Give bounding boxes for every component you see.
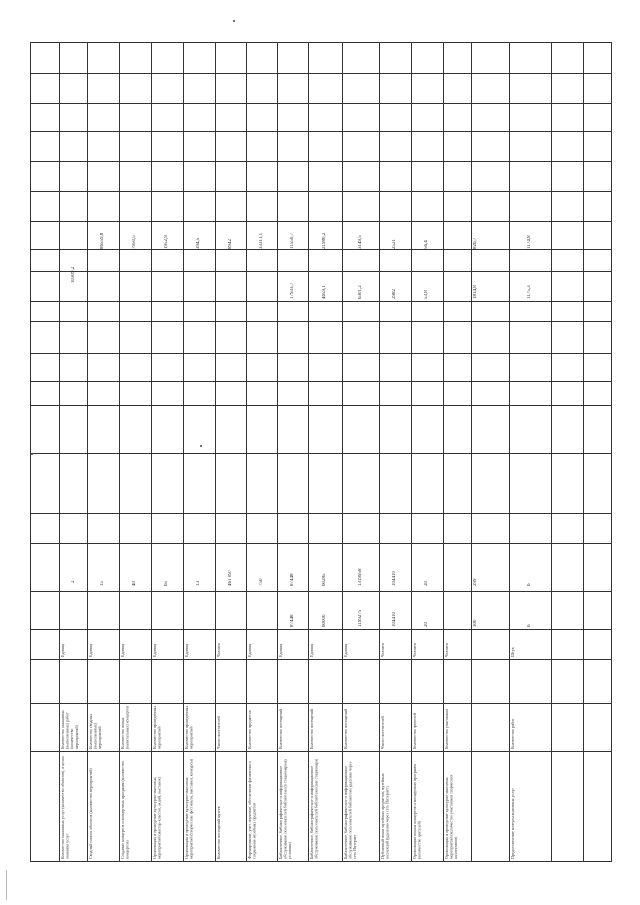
table-column-border [31,381,611,382]
row-plan-value: 1199275 [357,609,363,627]
row-actual-expense: 86559,8 [100,232,105,249]
row-unit: Человек [412,643,417,657]
table-column-border [31,103,611,104]
row-name: Формирование, учет, изучение, обеспечение физического сохранения музейных предметов [247,761,257,859]
row-unit-name: Количество участников [444,708,449,749]
table-column-border [31,353,611,354]
row-name: Организация и проведение культурно-массовых мероприятий (мастер-классов, акций, выставок) [152,776,162,859]
table-column-border [31,629,611,630]
row-actual-expense: 826,7 [473,237,478,249]
row-actual-value: 1319958 [357,568,363,586]
row-unit: Единиц [343,643,348,657]
table-column-border [31,191,611,192]
row-unit-name: Количество проведенных мероприятий [184,705,194,749]
header-measure: Количество оказанных услуг (количество объектов), в целях оказания услуг [60,756,70,859]
row-plan-expense: 17933,7 [289,282,295,299]
row-name: Библиотечное, библиографическое и информационное обслуживание пользователей библиотеки удаленно через сеть Интернет [343,761,358,859]
row-name: Библиотечное, библиографическое и информационное обслуживание пользователей библиотеки (вне стационара) [309,758,319,859]
table-column-border [31,453,611,454]
row-unit-name: Количество предметов [247,710,252,749]
table-row-border [583,43,584,861]
row-unit: Человек [444,643,449,657]
scan-speck [200,445,202,447]
header-unit-name: Количество оказанных (выполненных) работ (количество мероприятий) [60,710,79,749]
row-actual-expense: 7950,5 [132,235,137,249]
row-actual-expense: 3149,5 [357,235,363,249]
row-unit-name: Количество новых (капитальных) концертов [120,705,130,749]
row-plan-value: 20 [424,622,429,627]
page-edge-mark [6,870,7,900]
table-row-border [551,43,552,861]
row-actual-expense: 11550,7 [289,232,295,249]
row-name: Создание концертов и концертных программ (количество концертов) [120,761,130,859]
table-column-border [31,513,611,514]
row-actual-value: 104410 [392,571,397,586]
row-actual-expense: 33311,1 [258,232,264,249]
row-unit-name: Количество проведенных мероприятий [152,705,162,749]
row-plan-expense: 2982 [392,289,397,299]
row-unit: Человек [380,643,385,657]
row-plan-expense: 6301,2 [357,285,363,299]
row-unit-name: Количество сводных (выполненных) мероприятий [88,713,103,749]
row-plan-value: 104410 [392,612,397,627]
row-unit: Единиц [152,643,157,657]
row-actual-expense: 8942 [227,239,233,249]
row-plan-expense: 4659,1 [322,285,327,299]
row-name: Организация показа концертов и концертных программ (количество зрителей) [412,764,422,859]
row-actual-value: 299 [473,578,478,586]
row-actual-expense: 56,4 [424,240,429,249]
row-name: Библиотечное, библиографическое и информационное обслуживание пользователей библиотеки (в стационарных условиях) [278,758,293,859]
row-unit-name: Количество посещений [309,709,314,749]
rotated-data-table [30,42,612,862]
row-actual-expense: 2521 [392,239,397,249]
row-plan-value: 87448 [289,614,295,627]
table-column-border [31,221,611,222]
row-unit: Единиц [120,643,125,657]
row-unit-name: Число посетителей [216,716,221,749]
header-expense: 10309,2 [71,266,76,283]
table-column-border [31,271,611,272]
row-actual-expense: 21980,2 [322,232,327,249]
table-column-border [31,659,611,660]
row-actual-value: 15 [100,581,105,586]
row-name: Количество посещений музеев [216,806,221,859]
table-column-border [31,591,611,592]
row-unit: Единиц [278,643,283,657]
row-actual-value: 461 097 [227,569,233,586]
row-unit: Единиц [88,643,93,657]
row-actual-value: 13 [196,581,201,586]
row-unit: Человек [216,643,221,657]
table-column-border [31,73,611,74]
row-actual-value: 750 [258,578,264,586]
header-unit: Единиц [60,643,65,657]
row-actual-value: 6 [527,583,532,586]
row-actual-expense: 1952,9 [164,235,169,249]
scan-speck [233,20,235,22]
row-plan-expense: 53,8 [424,290,429,299]
table-column-border [31,703,611,704]
row-unit-name: Количество посещений [343,709,348,749]
row-unit: Единиц [184,643,189,657]
table-column-border [31,131,611,132]
row-actual-value: 65 [164,581,169,586]
scan-speck [31,453,33,455]
row-plan-value: 6 [527,624,532,627]
row-unit-name: Количество работ [510,718,515,749]
row-actual-value: 40 [132,581,137,586]
row-name: Публичный показ музейных предметов, музейных коллекций (удаленно через сеть Интернет) [380,773,390,859]
header-count: 2 [71,580,76,583]
row-name: Организация и проведение культурно-массовых мероприятий (количество участников творческих коллективов) [444,774,459,859]
row-unit-name: Число посетителей [380,716,385,749]
row-actual-value: 87448 [289,573,295,586]
table-column-border [31,301,611,302]
table-column-border [31,543,611,544]
row-plan-value: 60000 [322,614,327,627]
row-unit: Единиц [247,643,252,657]
row-unit-name: Количество зрителей [412,713,417,749]
row-name: Сводный список объектов (количество мероприятий) [88,768,93,859]
row-plan-expense: 1175,3 [527,285,532,299]
row-actual-value: 20 [424,581,429,586]
row-name: Организация и проведение культурно-массовых мероприятий (творческие фестивали, выставки, конкурсы) [184,758,194,859]
row-unit: Единиц [309,643,314,657]
row-actual-value: 60285 [322,573,327,586]
row-plan-expense: 1814,8 [473,285,478,299]
row-name: Предоставление консультационных услуг [510,787,515,859]
row-plan-value: 300 [473,619,478,627]
table-column-border [31,751,611,752]
row-unit-name: Количество посещений [278,709,283,749]
table-column-border [31,249,611,250]
table-column-border [31,405,611,406]
table-column-border [31,161,611,162]
table-column-border [31,321,611,322]
row-actual-expense: 394,5 [196,237,201,249]
row-unit: Штук [510,647,515,657]
row-actual-expense: 1174,8 [527,235,532,249]
